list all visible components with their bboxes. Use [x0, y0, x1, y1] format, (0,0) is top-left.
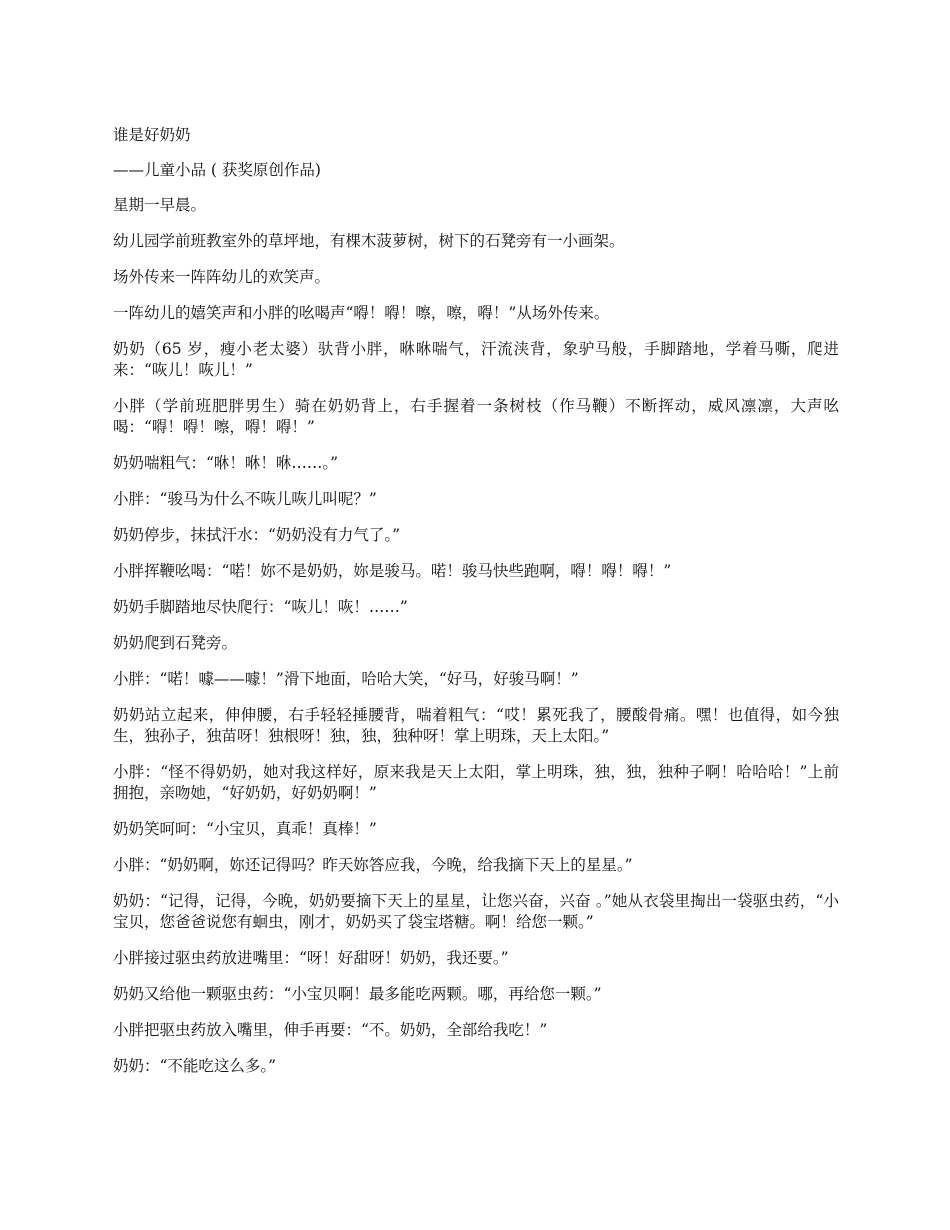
paragraph: 奶奶笑呵呵：“小宝贝，真乖！真棒！”	[113, 820, 377, 838]
paragraph: 奶奶喘粗气：“咻！咻！咻……。”	[113, 454, 339, 472]
paragraph: 奶奶（65 岁，瘦小老太婆）驮背小胖，咻咻喘气，汗流浃背，象驴马般，手脚踏地，学着马嘶，爬进来：“咴儿！咴儿！”	[113, 340, 839, 379]
paragraph: 奶奶停步，抹拭汗水：“奶奶没有力气了。”	[113, 526, 401, 544]
paragraph: 奶奶：“记得，记得，今晚，奶奶要摘下天上的星星，让您兴奋，兴奋 。”她从衣袋里掏出一袋驱虫药，“小宝贝，您爸爸说您有蛔虫，刚才，奶奶买了袋宝塔糖。啊！给您一颗。”	[113, 892, 839, 931]
paragraph: 小胖：“怪不得奶奶，她对我这样好，原来我是天上太阳，掌上明珠，独，独，独种子啊！哈哈哈！”上前拥抱，亲吻她，“好奶奶，好奶奶啊！”	[113, 763, 839, 802]
paragraph: 奶奶爬到石凳旁。	[113, 634, 238, 652]
paragraph: 奶奶又给他一颗驱虫药：“小宝贝啊！最多能吃两颗。哪，再给您一颗。”	[113, 985, 602, 1003]
paragraph: 小胖：“骏马为什么不咴儿咴儿叫呢？”	[113, 490, 377, 508]
paragraph: 奶奶站立起来，伸伸腰，右手轻轻捶腰背，喘着粗气：“哎！累死我了，腰酸骨痛。嘿！也值得，如今独生，独孙子，独苗呀！独根呀！独，独，独种呀！掌上明珠，天上太阳。”	[113, 706, 839, 745]
paragraph: 奶奶手脚踏地尽快爬行：“咴儿！咴！……”	[113, 598, 408, 616]
paragraph: 小胖挥鞭吆喝：“喏！妳不是奶奶，妳是骏马。喏！骏马快些跑啊，嘚！嘚！嘚！”	[113, 562, 672, 580]
paragraph: 小胖：“喏！噱——噱！”滑下地面，哈哈大笑，“好马，好骏马啊！”	[113, 670, 579, 688]
document-title: 谁是好奶奶	[113, 126, 191, 144]
paragraph: 小胖（学前班肥胖男生）骑在奶奶背上，右手握着一条树枝（作马鞭）不断挥动，威风凛凛，大声吆喝：“嘚！嘚！嚓，嘚！嘚！”	[113, 397, 839, 436]
document-page	[113, 125, 839, 1092]
paragraph: 一阵幼儿的嬉笑声和小胖的吆喝声“嘚！嘚！嚓，嚓，嘚！”从场外传来。	[113, 304, 610, 322]
document-subtitle: ——儿童小品 ( 获奖原创作品)	[113, 161, 321, 179]
paragraph: 小胖把驱虫药放入嘴里，伸手再要：“不。奶奶，全部给我吃！”	[113, 1021, 548, 1039]
paragraph: 星期一早晨。	[113, 196, 207, 214]
paragraph: 场外传来一阵阵幼儿的欢笑声。	[113, 268, 331, 286]
paragraph: 小胖：“奶奶啊，妳还记得吗？昨天妳答应我，今晚，给我摘下天上的星星。”	[113, 856, 633, 874]
paragraph: 小胖接过驱虫药放进嘴里：“呀！好甜呀！奶奶，我还要。”	[113, 949, 509, 967]
paragraph: 幼儿园学前班教室外的草坪地，有棵木菠萝树，树下的石凳旁有一小画架。	[113, 232, 625, 250]
paragraph: 奶奶：“不能吃这么多。”	[113, 1057, 277, 1075]
